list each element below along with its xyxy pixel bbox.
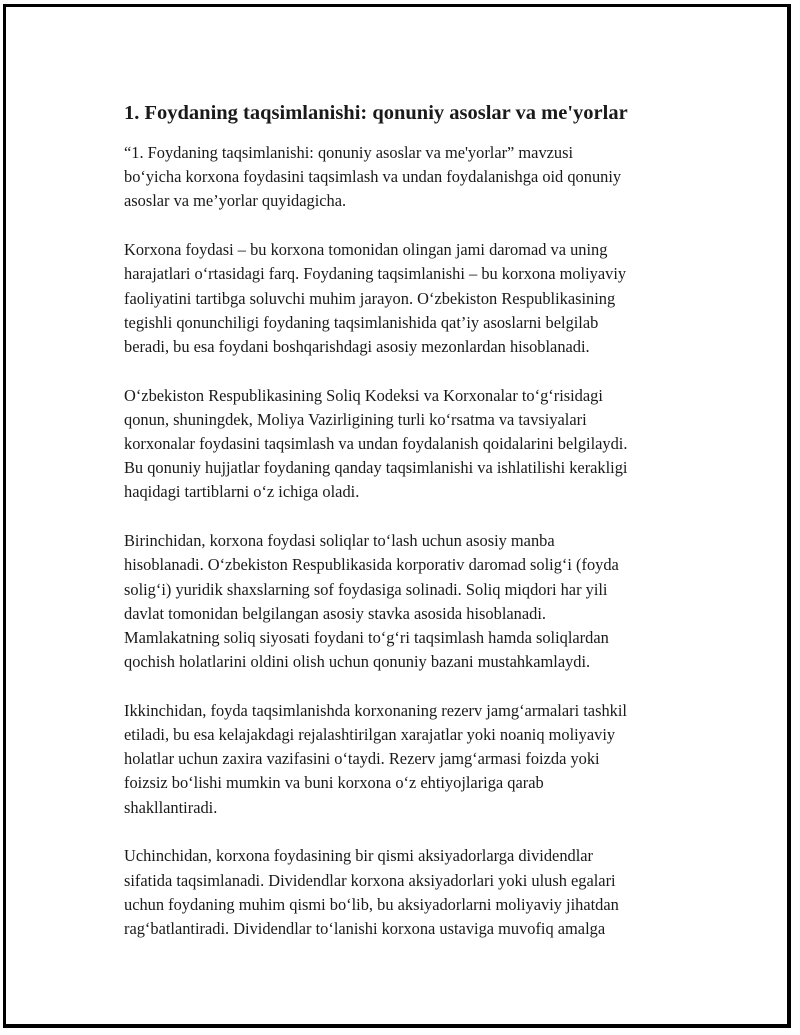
text-line: haqidagi tartiblarni o‘z ichiga oladi.: [124, 482, 360, 502]
paragraph-definition: [124, 238, 704, 359]
text-line: beradi, bu esa foydani boshqarishdagi asosiy mezonlardan hisoblanadi.: [124, 336, 590, 356]
text-line: Birinchidan, korxona foydasi soliqlar to‘lash uchun asosiy manba: [124, 531, 555, 551]
text-line: O‘zbekiston Respublikasining Soliq Kodeksi va Korxonalar to‘g‘risidagi: [124, 385, 603, 405]
text-line: hisoblanadi. O‘zbekiston Respublikasida korporativ daromad solig‘i (foyda: [124, 555, 619, 575]
text-line: holatlar uchun zaxira vazifasini o‘taydi. Rezerv jamg‘armasi foizda yoki: [124, 749, 600, 769]
text-line: qonun, shuningdek, Moliya Vazirligining turli ko‘rsatma va tavsiyalari: [124, 409, 587, 429]
text-line: davlat tomonidan belgilangan asosiy stavka asosida hisoblanadi.: [124, 603, 546, 623]
text-line: sifatida taqsimlanadi. Dividendlar korxona aksiyadorlari yoki ulush egalari: [124, 870, 616, 890]
text-line: korxonalar foydasini taqsimlash va undan foydalanish qoidalarini belgilaydi.: [124, 434, 628, 454]
text-line: rag‘batlantiradi. Dividendlar to‘lanishi korxona ustaviga muvofiq amalga: [124, 918, 606, 938]
text-line: solig‘i) yuridik shaxslarning sof foydasiga solinadi. Soliq miqdori har yili: [124, 579, 608, 599]
paragraph-legislation: [124, 384, 704, 505]
page-frame: [3, 4, 791, 1028]
text-line: shakllantiradi.: [124, 797, 218, 817]
text-line: tegishli qonunchiligi foydaning taqsimlanishida qat’iy asoslarni belgilab: [124, 312, 599, 332]
text-line: etiladi, bu esa kelajakdagi rejalashtirilgan xarajatlar yoki noaniq moliyaviy: [124, 725, 616, 745]
text-line: Ikkinchidan, foyda taqsimlanishda korxonaning rezerv jamg‘armalari tashkil: [124, 700, 627, 720]
text-line: harajatlari o‘rtasidagi farq. Foydaning taqsimlanishi – bu korxona moliyaviy: [124, 264, 627, 284]
text-line: Uchinchidan, korxona foydasining bir qismi aksiyadorlarga dividendlar: [124, 846, 593, 866]
document-body: [124, 99, 704, 966]
text-line: Mamlakatning soliq siyosati foydani to‘g‘ri taqsimlash hamda soliqlardan: [124, 627, 609, 647]
text-line: bo‘yicha korxona foydasini taqsimlash va undan foydalanishga oid qonuniy: [124, 167, 622, 187]
document-title: 1. Foydaning taqsimlanishi: qonuniy asoslar va me'yorlar: [124, 102, 628, 124]
text-line: “1. Foydaning taqsimlanishi: qonuniy asoslar va me'yorlar” mavzusi: [124, 143, 574, 162]
text-line: uchun foydaning muhim qismi bo‘lib, bu aksiyadorlarni moliyaviy jihatdan: [124, 894, 619, 914]
paragraph-second: [124, 699, 704, 820]
paragraph-intro: [124, 141, 704, 214]
paragraph-third: [124, 844, 704, 941]
text-line: Bu qonuniy hujjatlar foydaning qanday taqsimlanishi va ishlatilishi kerakligi: [124, 458, 628, 478]
text-line: qochish holatlarini oldini olish uchun qonuniy bazani mustahkamlaydi.: [124, 652, 591, 672]
text-line: foizsiz bo‘lishi mumkin va buni korxona o‘z ehtiyojlariga qarab: [124, 773, 544, 793]
text-line: Korxona foydasi – bu korxona tomonidan olingan jami daromad va uning: [124, 240, 608, 260]
text-line: faoliyatini tartibga soluvchi muhim jarayon. O‘zbekiston Respublikasining: [124, 288, 616, 308]
paragraph-first: [124, 529, 704, 674]
text-line: asoslar va me’yorlar quyidagicha.: [124, 191, 347, 211]
